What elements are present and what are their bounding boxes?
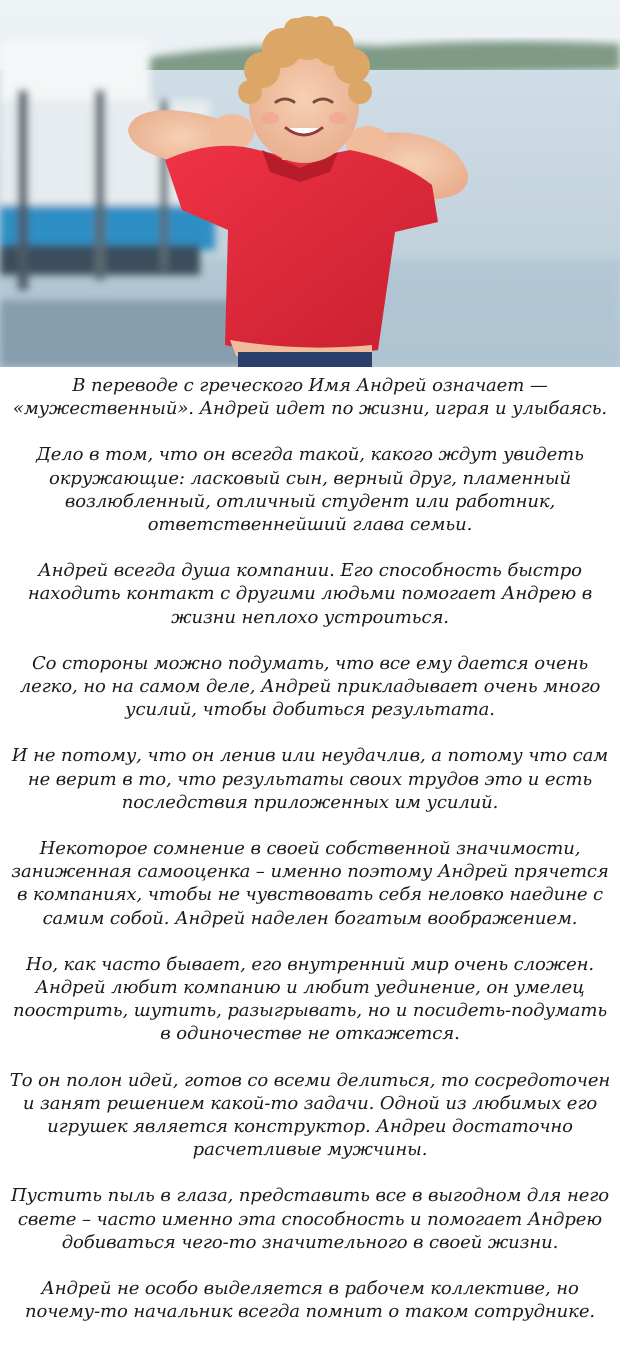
paragraph: Андрей всегда душа компании. Его способность быстро находить контакт с другими людьми помогает Андрею в жизни неплохо устроиться. (27, 560, 593, 628)
paragraph: В переводе с греческого Имя Андрей означает — «мужественный». Андрей идет по жизни, играя и улыбаясь. (12, 375, 608, 420)
paragraph: Со стороны можно подумать, что все ему дается очень легко, но на самом деле, Андрей прикладывает очень много усилий, чтобы добиться результата. (19, 652, 601, 721)
paragraph: Пустить пыль в глаза, представить все в выгодном для него свете – часто именно эта способность и помогает Андрею добиваться чего-то значительного в своей жизни. (10, 1185, 610, 1253)
paragraph: Дело в том, что он всегда такой, какого ждут увидеть окружающие: ласковый сын, верный друг, пламенный возлюбленный, отличный студент или работник, ответственнейший глава семьи. (36, 444, 584, 536)
paragraph: Некоторое сомнение в своей собственной значимости, заниженная самооценка – именно поэтому Андрей прячется в компаниях, чтобы не чувствовать себя неловко наедине с самим собой. Андрей наделен богатым воображением. (11, 838, 609, 929)
boy-photo-illustration (0, 0, 620, 367)
paragraph: Андрей не особо выделяется в рабочем коллективе, но почему-то начальник всегда помнит о таком сотруднике. (24, 1278, 596, 1323)
jeans (238, 352, 372, 367)
paragraph: Но, как часто бывает, его внутренний мир очень сложен. Андрей любит компанию и любит уединение, он умелец поострить, шутить, разыгрывать, но и посидеть-подумать в одиночестве не откажется. (12, 953, 608, 1045)
hero-photo (0, 0, 620, 367)
left-fist (210, 114, 254, 150)
article-body (0, 374, 620, 1347)
paragraph: То он полон идей, готов со всеми делиться, то сосредоточен и занят решением какой-то задачи. Одной из любимых его игрушек является конструктор. Андреи достаточно расчетливые мужчины. (9, 1069, 611, 1161)
paragraph: И не потому, что он ленив или неудачлив, а потому что сам не верит в то, что результаты своих трудов это и есть последствия приложенных им усилий. (11, 745, 609, 813)
